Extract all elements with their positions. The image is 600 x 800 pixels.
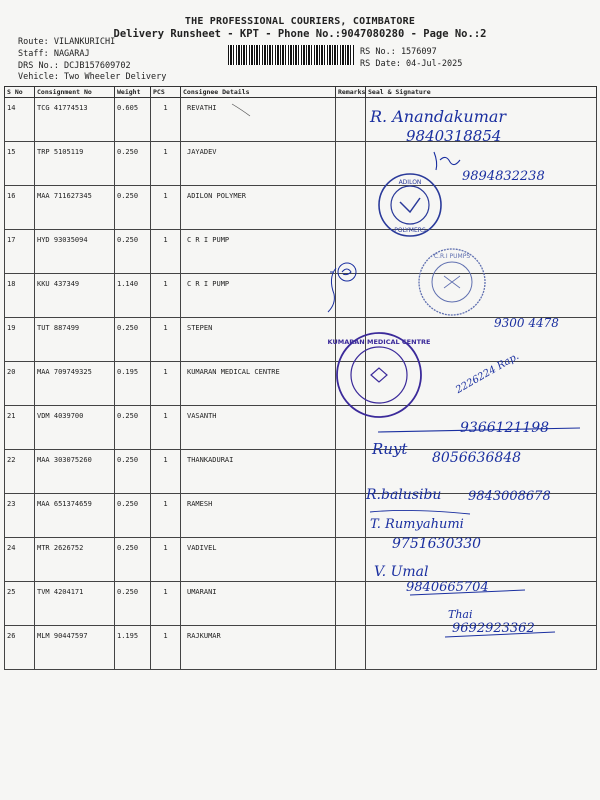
col-sno: S No <box>5 87 35 98</box>
cell-consignment: TCG 41774513 <box>35 98 115 142</box>
cell-sno: 26 <box>5 626 35 670</box>
cell-consignee: C R I PUMP <box>181 230 336 274</box>
cell-consignee: STEPEN <box>181 318 336 362</box>
drs-label: DRS No.: DCJB157609702 <box>18 61 131 71</box>
cell-weight: 0.250 <box>115 582 151 626</box>
cell-consignment: TVM 4204171 <box>35 582 115 626</box>
cell-weight: 0.250 <box>115 450 151 494</box>
col-weight: Weight <box>115 87 151 98</box>
cell-consignment: TUT 887499 <box>35 318 115 362</box>
cell-consignment: MAA 303075260 <box>35 450 115 494</box>
cell-weight: 1.195 <box>115 626 151 670</box>
cell-consignment: HYD 93035094 <box>35 230 115 274</box>
phone-row-24: 9843008678 <box>468 489 551 504</box>
cell-pcs: 1 <box>151 450 181 494</box>
kumaran-stamp-text: KUMARAN MEDICAL CENTRE <box>327 338 431 346</box>
col-pcs: PCS <box>151 87 181 98</box>
cell-consignee: RAJKUMAR <box>181 626 336 670</box>
cell-weight: 0.250 <box>115 186 151 230</box>
phone-row-15: 9894832238 <box>462 169 545 184</box>
cell-pcs: 1 <box>151 582 181 626</box>
col-remarks: Remarks <box>336 87 366 98</box>
phone-row-25: 9751630330 <box>392 536 482 552</box>
cell-sno: 18 <box>5 274 35 318</box>
phone-row-22: 9366121198 <box>460 420 550 436</box>
phone-row-19: 9300 4478 <box>494 316 559 330</box>
rs-number: RS No.: 1576097 <box>360 47 437 57</box>
cell-pcs: 1 <box>151 274 181 318</box>
cell-sno: 21 <box>5 406 35 450</box>
runsheet-title: Delivery Runsheet - KPT - Phone No.:9047080280 - Page No.:2 <box>113 28 487 40</box>
rs-date: RS Date: 04-Jul-2025 <box>360 59 463 69</box>
cell-weight: 0.250 <box>115 230 151 274</box>
cell-pcs: 1 <box>151 538 181 582</box>
cell-consignee: VASANTH <box>181 406 336 450</box>
note-row-20: 2226224 Rap. <box>454 350 522 397</box>
cell-weight: 0.250 <box>115 538 151 582</box>
cell-pcs: 1 <box>151 626 181 670</box>
col-seal: Seal & Signature <box>366 87 597 98</box>
cri-pumps-stamp <box>416 246 488 318</box>
signature-row-26: V. Umal <box>374 564 429 580</box>
cell-consignee: UMARANI <box>181 582 336 626</box>
cell-sno: 24 <box>5 538 35 582</box>
adilon-stamp-top: ADILON <box>398 179 422 186</box>
cell-consignment: MAA 711627345 <box>35 186 115 230</box>
cell-pcs: 1 <box>151 362 181 406</box>
cell-sno: 25 <box>5 582 35 626</box>
cell-sno: 15 <box>5 142 35 186</box>
cell-weight: 0.250 <box>115 318 151 362</box>
signature-row-26b: Thai <box>448 608 473 621</box>
cell-pcs: 1 <box>151 230 181 274</box>
cri-stamp-text: C.R.I PUMPS <box>433 253 471 260</box>
cell-pcs: 1 <box>151 142 181 186</box>
cell-pcs: 1 <box>151 406 181 450</box>
cell-consignment: TRP 5105119 <box>35 142 115 186</box>
cell-consignment: MAA 709749325 <box>35 362 115 406</box>
cell-sno: 19 <box>5 318 35 362</box>
cell-sno: 17 <box>5 230 35 274</box>
cell-consignment: MTR 2626752 <box>35 538 115 582</box>
signature-row-25: T. Rumyahumi <box>370 517 464 532</box>
adilon-stamp-bottom: POLYMERS <box>394 227 426 234</box>
cell-weight: 0.250 <box>115 406 151 450</box>
phone-row-26a: 9840665704 <box>406 580 489 595</box>
col-consignee: Consignee Details <box>181 87 336 98</box>
cell-consignee: C R I PUMP <box>181 274 336 318</box>
cell-consignment: VDM 4039700 <box>35 406 115 450</box>
kumaran-stamp <box>327 330 431 420</box>
cell-consignee: ADILON POLYMER <box>181 186 336 230</box>
cell-weight: 1.140 <box>115 274 151 318</box>
signature-row-24: R.balusibu <box>366 487 442 503</box>
cell-sno: 23 <box>5 494 35 538</box>
cell-consignee: KUMARAN MEDICAL CENTRE <box>181 362 336 406</box>
cell-consignment: KKU 437349 <box>35 274 115 318</box>
cell-weight: 0.605 <box>115 98 151 142</box>
cell-sno: 20 <box>5 362 35 406</box>
route-label: Route: VILANKURICHI <box>18 37 116 47</box>
cell-consignment: MLM 90447597 <box>35 626 115 670</box>
cell-consignee: JAYADEV <box>181 142 336 186</box>
cell-sno: 22 <box>5 450 35 494</box>
cell-pcs: 1 <box>151 98 181 142</box>
cell-sno: 14 <box>5 98 35 142</box>
cell-pcs: 1 <box>151 186 181 230</box>
phone-row-26b: 9692923362 <box>452 621 535 636</box>
cell-consignee: RAMESH <box>181 494 336 538</box>
cell-pcs: 1 <box>151 318 181 362</box>
cell-consignment: MAA 651374659 <box>35 494 115 538</box>
col-consignment: Consignment No <box>35 87 115 98</box>
adilon-stamp <box>377 172 443 238</box>
company-title: THE PROFESSIONAL COURIERS, COIMBATORE <box>184 16 416 27</box>
cell-pcs: 1 <box>151 494 181 538</box>
cell-sno: 16 <box>5 186 35 230</box>
cell-consignee: THANKADURAI <box>181 450 336 494</box>
cell-consignee: VADIVEL <box>181 538 336 582</box>
signature-row-14: R. Anandakumar <box>370 107 507 126</box>
signature-row-23: Ruyt <box>372 440 408 458</box>
vehicle-label: Vehicle: Two Wheeler Delivery <box>18 72 167 82</box>
cell-weight: 0.250 <box>115 142 151 186</box>
cell-weight: 0.195 <box>115 362 151 406</box>
cell-consignee: REVATHI <box>181 98 336 142</box>
phone-row-23: 8056636848 <box>432 450 522 466</box>
cell-weight: 0.250 <box>115 494 151 538</box>
staff-label: Staff: NAGARAJ <box>18 49 90 59</box>
phone-row-14: 9840318854 <box>406 127 502 145</box>
